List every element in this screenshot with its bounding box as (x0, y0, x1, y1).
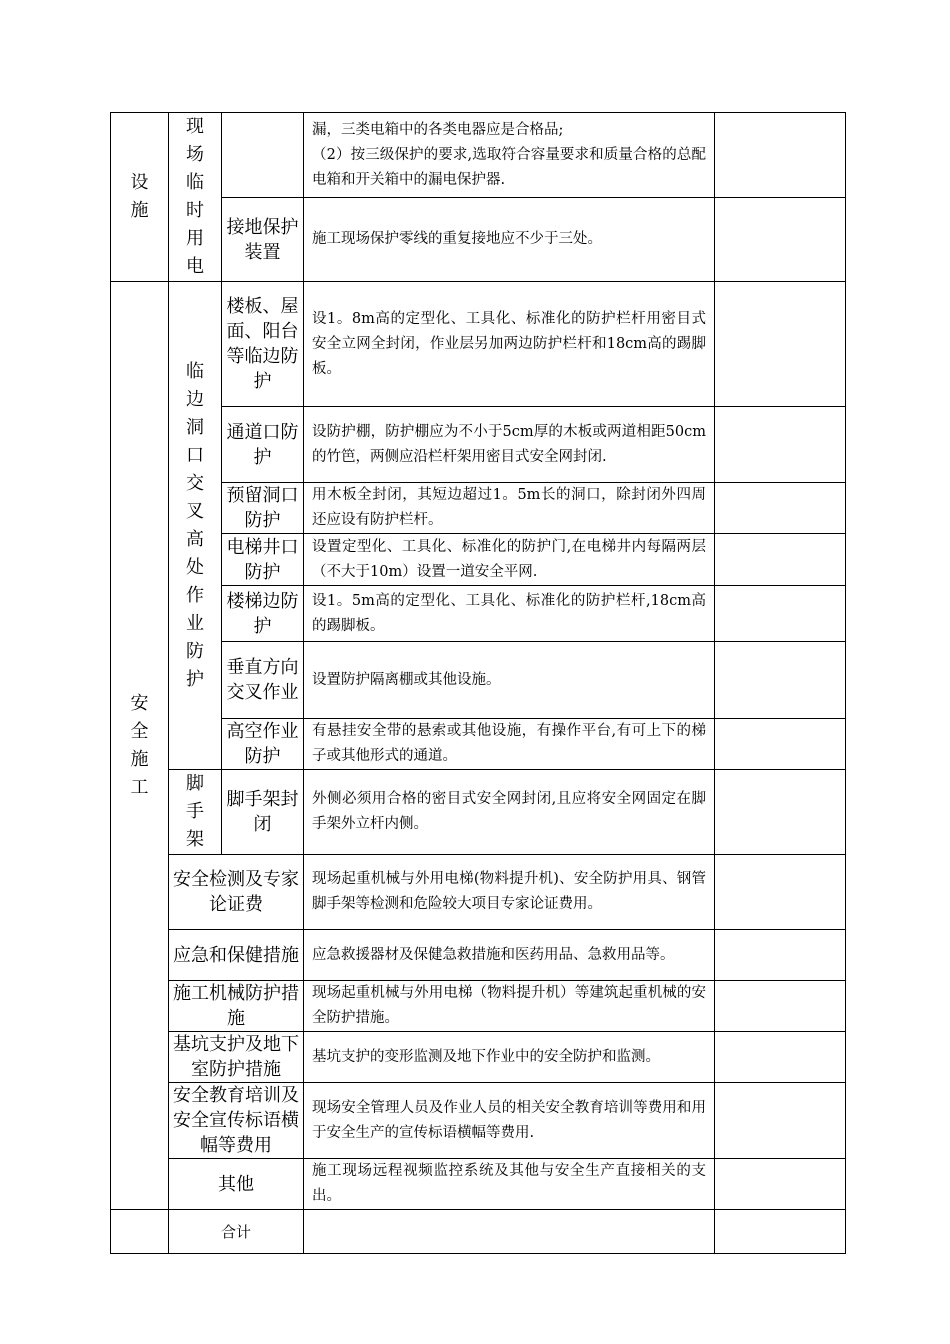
item-desc-cell: 现场起重机械与外用电梯（物料提升机）等建筑起重机械的安全防护措施。 (304, 981, 715, 1032)
group-cell-safety: 安全施工 (111, 282, 169, 1210)
table-row (111, 282, 846, 407)
total-desc-cell (304, 1210, 715, 1254)
amount-cell (715, 198, 846, 282)
amount-cell (715, 770, 846, 855)
subgroup-cell-temp-power: 现场临时用电 (169, 113, 222, 282)
table-row (111, 1083, 846, 1159)
item-name-cell: 接地保护装置 (222, 198, 304, 282)
item-desc-cell: 施工现场远程视频监控系统及其他与安全生产直接相关的支出。 (304, 1159, 715, 1210)
item-desc-cell: 有悬挂安全带的悬索或其他设施，有操作平台,有可上下的梯子或其他形式的通道。 (304, 719, 715, 770)
item-name-cell: 垂直方向交叉作业 (222, 642, 304, 719)
group-cell-facility: 设施 (111, 113, 169, 282)
item-name-cell: 基坑支护及地下室防护措施 (169, 1032, 304, 1083)
item-desc-cell: 施工现场保护零线的重复接地应不少于三处。 (304, 198, 715, 282)
item-name-cell: 脚手架封闭 (222, 770, 304, 855)
subgroup-cell-scaffold: 脚手架 (169, 770, 222, 855)
amount-cell (715, 1032, 846, 1083)
table-row (111, 770, 846, 855)
total-amount-cell (715, 1210, 846, 1254)
amount-cell (715, 642, 846, 719)
amount-cell (715, 855, 846, 930)
amount-cell (715, 981, 846, 1032)
table-row (111, 483, 846, 534)
table-row (111, 719, 846, 770)
item-name-cell: 预留洞口防护 (222, 483, 304, 534)
amount-cell (715, 930, 846, 981)
amount-cell (715, 282, 846, 407)
table-row (111, 1032, 846, 1083)
item-name-cell: 通道口防护 (222, 407, 304, 483)
amount-cell (715, 586, 846, 642)
table-row (111, 407, 846, 483)
item-name-cell: 其他 (169, 1159, 304, 1210)
item-name-cell: 楼梯边防护 (222, 586, 304, 642)
amount-cell (715, 1083, 846, 1159)
table-row (111, 198, 846, 282)
table-row (111, 534, 846, 586)
total-label: 合计 (169, 1210, 304, 1254)
cost-table (110, 112, 846, 1254)
item-name-cell (222, 113, 304, 198)
amount-cell (715, 113, 846, 198)
table-row (111, 1159, 846, 1210)
total-group-cell (111, 1210, 169, 1254)
item-name-cell: 安全检测及专家论证费 (169, 855, 304, 930)
item-name-cell: 应急和保健措施 (169, 930, 304, 981)
item-name-cell: 楼板、屋面、阳台等临边防护 (222, 282, 304, 407)
subgroup-cell-edge-protection: 临边洞口交叉高处作业防护 (169, 282, 222, 770)
item-name-cell: 电梯井口防护 (222, 534, 304, 586)
table-row (111, 981, 846, 1032)
item-desc-cell: 设置定型化、工具化、标准化的防护门,在电梯井内每隔两层（不大于10m）设置一道安全平网. (304, 534, 715, 586)
item-desc-cell: 设1。5m高的定型化、工具化、标准化的防护栏杆,18cm高的踢脚板。 (304, 586, 715, 642)
amount-cell (715, 534, 846, 586)
table-row (111, 855, 846, 930)
item-desc-cell: 漏，三类电箱中的各类电器应是合格品; （2）按三级保护的要求,选取符合容量要求和质量合格的总配电箱和开关箱中的漏电保护器. (304, 113, 715, 198)
item-name-cell: 安全教育培训及安全宣传标语横幅等费用 (169, 1083, 304, 1159)
item-desc-cell: 现场安全管理人员及作业人员的相关安全教育培训等费用和用于安全生产的宣传标语横幅等费用. (304, 1083, 715, 1159)
item-desc-cell: 外侧必须用合格的密目式安全网封闭,且应将安全网固定在脚手架外立杆内侧。 (304, 770, 715, 855)
item-desc-cell: 设1。8m高的定型化、工具化、标准化的防护栏杆用密目式安全立网全封闭，作业层另加两边防护栏杆和18cm高的踢脚板。 (304, 282, 715, 407)
amount-cell (715, 1159, 846, 1210)
amount-cell (715, 719, 846, 770)
item-desc-cell: 现场起重机械与外用电梯(物料提升机)、安全防护用具、钢管脚手架等检测和危险较大项目专家论证费用。 (304, 855, 715, 930)
item-desc-cell: 用木板全封闭，其短边超过1。5m长的洞口，除封闭外四周还应设有防护栏杆。 (304, 483, 715, 534)
table-row (111, 642, 846, 719)
table-row (111, 113, 846, 198)
item-desc-cell: 设防护棚，防护棚应为不小于5cm厚的木板或两道相距50cm的竹笆，两侧应沿栏杆架用密目式安全网封闭. (304, 407, 715, 483)
item-desc-cell: 设置防护隔离棚或其他设施。 (304, 642, 715, 719)
item-name-cell: 高空作业防护 (222, 719, 304, 770)
amount-cell (715, 407, 846, 483)
item-desc-cell: 应急救援器材及保健急救措施和医药用品、急救用品等。 (304, 930, 715, 981)
total-row (111, 1210, 846, 1254)
item-name-cell: 施工机械防护措施 (169, 981, 304, 1032)
table-row (111, 586, 846, 642)
item-desc-cell: 基坑支护的变形监测及地下作业中的安全防护和监测。 (304, 1032, 715, 1083)
table-row (111, 930, 846, 981)
amount-cell (715, 483, 846, 534)
